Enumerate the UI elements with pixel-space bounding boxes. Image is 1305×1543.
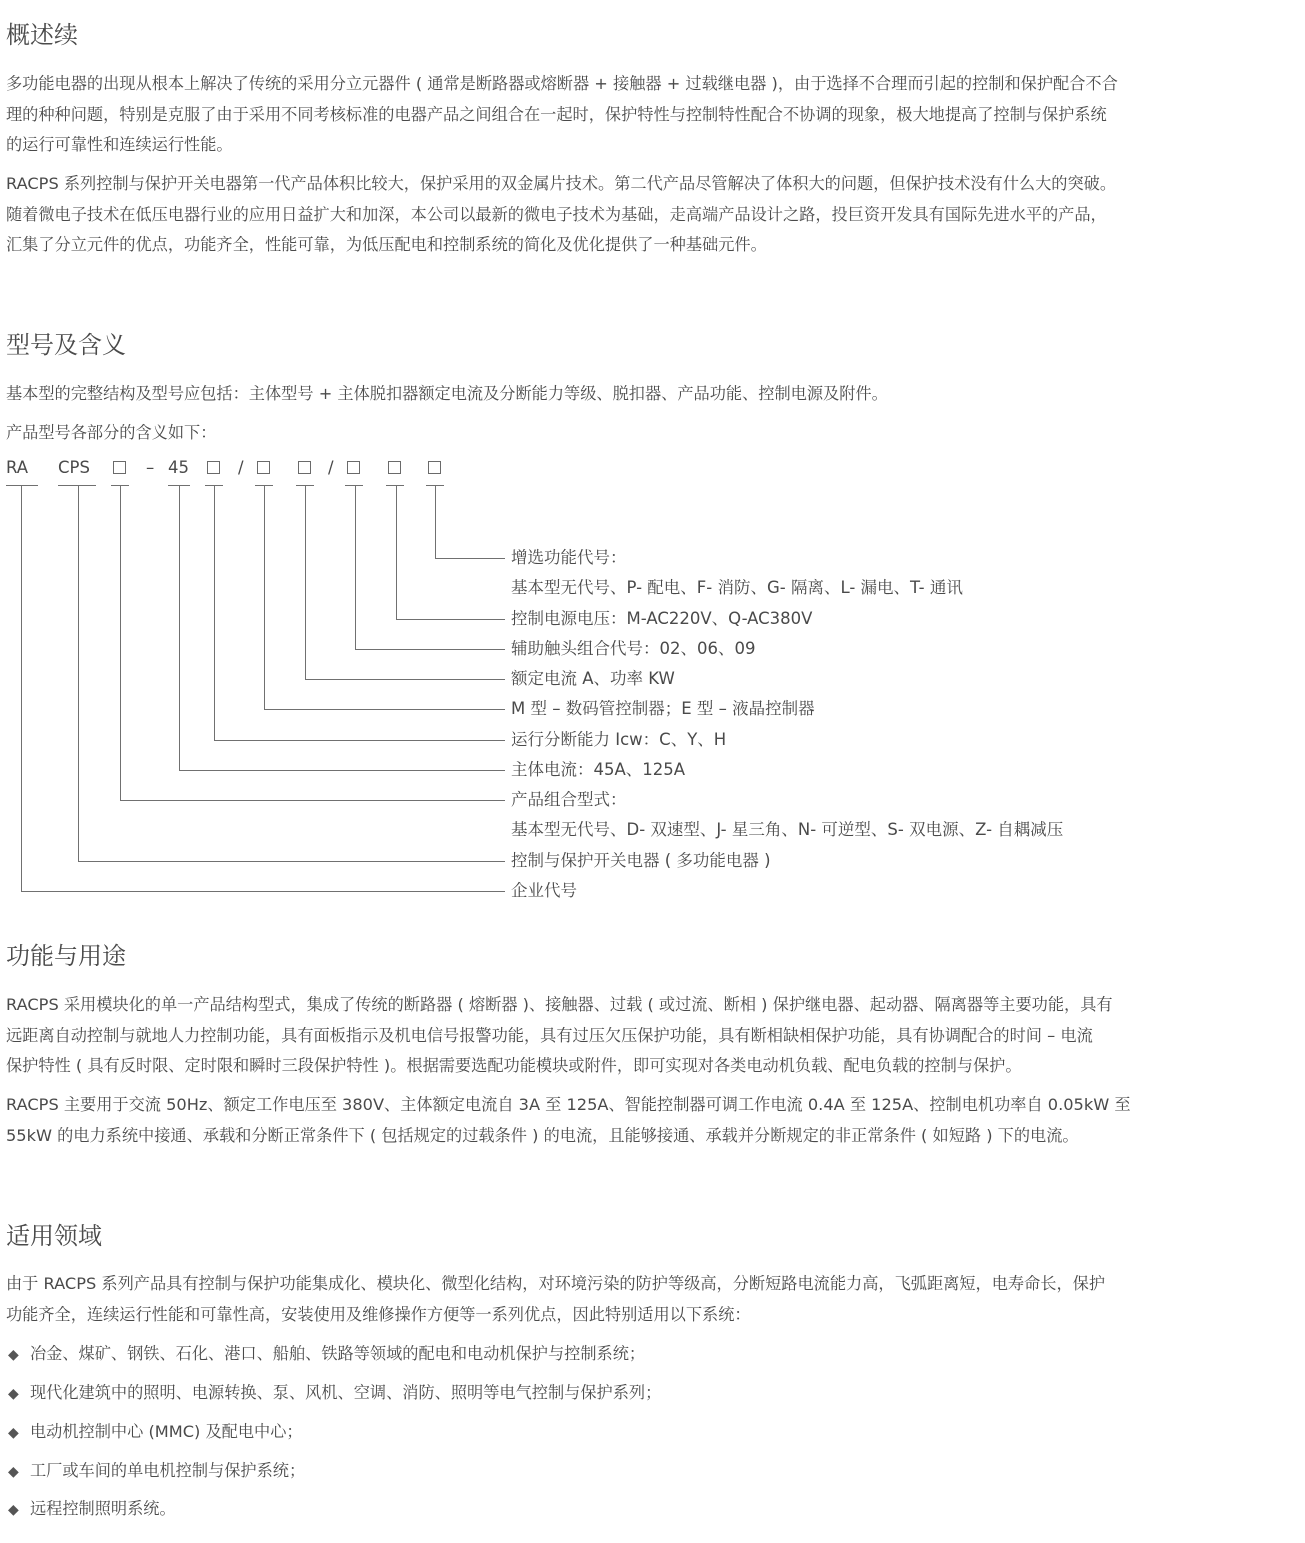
code-box bbox=[113, 461, 126, 474]
connector-line bbox=[264, 486, 265, 709]
list-item bbox=[8, 1498, 176, 1521]
text-line: 多功能电器的出现从根本上解决了传统的采用分立元器件 ( 通常是断路器或熔断器 + 接触器 + 过载继电器 )，由于选择不合理而引起的控制和保护配合不合 bbox=[6, 74, 1118, 93]
text-line: 由于 RACPS 系列产品具有控制与保护功能集成化、模块化、微型化结构，对环境污染的防护等级高，分断短路电流能力高，飞弧距离短，电寿命长，保护 bbox=[6, 1274, 1106, 1293]
code-underline bbox=[386, 485, 404, 486]
list-item bbox=[8, 1343, 645, 1366]
connector-line bbox=[21, 486, 22, 891]
text-line: 保护特性 ( 具有反时限、定时限和瞬时三段保护特性 )。根据需要选配功能模块或附件，即可实现对各类电动机负载、配电负载的控制与保护。 bbox=[6, 1056, 1022, 1075]
code-label: 企业代号 bbox=[511, 881, 577, 900]
diamond-bullet-icon: ◆ bbox=[8, 1464, 19, 1480]
code-ra: RA bbox=[6, 458, 29, 477]
list-item bbox=[8, 1421, 303, 1444]
code-label: 额定电流 A、功率 KW bbox=[511, 669, 675, 688]
connector-line bbox=[264, 709, 505, 710]
diamond-bullet-icon: ◆ bbox=[8, 1386, 19, 1402]
list-item-text: 冶金、煤矿、钢铁、石化、港口、船舶、铁路等领域的配电和电动机保护与控制系统； bbox=[30, 1344, 646, 1363]
model-intro-1: 基本型的完整结构及型号应包括：主体型号 + 主体脱扣器额定电流及分断能力等级、脱扣器、产品功能、控制电源及附件。 bbox=[6, 384, 888, 403]
section-title-overview: 概述续 bbox=[6, 21, 78, 49]
text-line: RACPS 采用模块化的单一产品结构型式，集成了传统的断路器 ( 熔断器 )、接触器、过载 ( 或过流、断相 ) 保护继电器、起动器、隔离器等主要功能，具有 bbox=[6, 995, 1113, 1014]
code-cps: CPS bbox=[58, 458, 90, 477]
code-dash: – bbox=[146, 458, 155, 477]
code-slash: / bbox=[328, 458, 334, 477]
text-line: 远距离自动控制与就地人力控制功能，具有面板指示及机电信号报警功能，具有过压欠压保护功能，具有断相缺相保护功能，具有协调配合的时间 – 电流 bbox=[6, 1025, 1093, 1045]
connector-line bbox=[214, 740, 505, 741]
connector-line bbox=[396, 619, 505, 620]
code-slash: / bbox=[238, 458, 244, 477]
connector-line bbox=[305, 679, 505, 680]
code-box bbox=[207, 461, 220, 474]
function-paragraph-2 bbox=[6, 1090, 1131, 1151]
connector-line bbox=[21, 891, 505, 892]
diamond-bullet-icon: ◆ bbox=[8, 1425, 19, 1441]
connector-line bbox=[78, 486, 79, 861]
list-item-text: 电动机控制中心 (MMC) 及配电中心； bbox=[30, 1422, 303, 1441]
text-line: 理的种种问题，特别是克服了由于采用不同考核标准的电器产品之间组合在一起时，保护特性与控制特性配合不协调的现象，极大地提高了控制与保护系统 bbox=[6, 104, 1107, 124]
text-line: 随着微电子技术在低压电器行业的应用日益扩大和加深，本公司以最新的微电子技术为基础，走高端产品设计之路，投巨资开发具有国际先进水平的产品， bbox=[6, 204, 1107, 224]
code-label: 辅助触头组合代号：02、06、09 bbox=[511, 639, 756, 658]
code-box bbox=[257, 461, 270, 474]
diamond-bullet-icon: ◆ bbox=[8, 1502, 19, 1518]
code-label: 主体电流：45A、125A bbox=[511, 760, 686, 779]
list-item bbox=[8, 1460, 305, 1483]
code-label: 运行分断能力 Icw：C、Y、H bbox=[511, 730, 727, 749]
connector-line bbox=[355, 649, 505, 650]
text-line: RACPS 主要用于交流 50Hz、额定工作电压至 380V、主体额定电流自 3A 至 125A、智能控制器可调工作电流 0.4A 至 125A、控制电机功率自 0.05kW 至 bbox=[6, 1095, 1131, 1114]
code-label: M 型 – 数码管控制器；E 型 – 液晶控制器 bbox=[511, 699, 815, 718]
section-title-model: 型号及含义 bbox=[6, 331, 126, 359]
list-item-text: 远程控制照明系统。 bbox=[30, 1499, 176, 1518]
connector-line bbox=[435, 558, 505, 559]
connector-line bbox=[179, 770, 505, 771]
code-label: 控制与保护开关电器 ( 多功能电器 ) bbox=[511, 851, 771, 870]
connector-line bbox=[214, 486, 215, 740]
overview-paragraph-1 bbox=[6, 69, 1118, 161]
code-label: 基本型无代号、D- 双速型、J- 星三角、N- 可逆型、S- 双电源、Z- 自耦减压 bbox=[511, 820, 1064, 839]
code-label: 基本型无代号、P- 配电、F- 消防、G- 隔离、L- 漏电、T- 通讯 bbox=[511, 578, 963, 597]
connector-line bbox=[435, 486, 436, 558]
connector-line bbox=[355, 486, 356, 649]
connector-line bbox=[78, 861, 505, 862]
application-paragraph bbox=[6, 1269, 1105, 1330]
text-line: RACPS 系列控制与保护开关电器第一代产品体积比较大，保护采用的双金属片技术。第二代产品尽管解决了体积大的问题，但保护技术没有什么大的突破。 bbox=[6, 174, 1117, 193]
diamond-bullet-icon: ◆ bbox=[8, 1347, 19, 1363]
function-paragraph-1 bbox=[6, 990, 1113, 1082]
text-line: 的运行可靠性和连续运行性能。 bbox=[6, 135, 233, 154]
model-intro-2: 产品型号各部分的含义如下： bbox=[6, 423, 217, 442]
list-item-text: 现代化建筑中的照明、电源转换、泵、风机、空调、消防、照明等电气控制与保护系列； bbox=[30, 1383, 662, 1402]
text-line: 55kW 的电力系统中接通、承载和分断正常条件下 ( 包括规定的过载条件 ) 的电流，且能够接通、承载并分断规定的非正常条件 ( 如短路 ) 下的电流。 bbox=[6, 1125, 1079, 1145]
code-box bbox=[388, 461, 401, 474]
connector-line bbox=[179, 486, 180, 770]
overview-paragraph-2 bbox=[6, 169, 1116, 261]
code-underline bbox=[58, 485, 96, 486]
code-box bbox=[428, 461, 441, 474]
code-box bbox=[298, 461, 311, 474]
text-line: 汇集了分立元件的优点，功能齐全，性能可靠，为低压配电和控制系统的简化及优化提供了一种基础元件。 bbox=[6, 235, 767, 254]
code-number: 45 bbox=[168, 458, 189, 477]
code-box bbox=[347, 461, 360, 474]
connector-line bbox=[120, 800, 505, 801]
code-label: 增选功能代号： bbox=[511, 548, 627, 567]
list-item-text: 工厂或车间的单电机控制与保护系统； bbox=[30, 1461, 306, 1480]
section-title-function: 功能与用途 bbox=[6, 942, 126, 970]
connector-line bbox=[305, 486, 306, 679]
section-title-application: 适用领域 bbox=[6, 1222, 102, 1250]
connector-line bbox=[120, 486, 121, 800]
connector-line bbox=[396, 486, 397, 619]
text-line: 功能齐全，连续运行性能和可靠性高，安装使用及维修操作方便等一系列优点，因此特别适用以下系统： bbox=[6, 1304, 751, 1324]
code-label: 产品组合型式： bbox=[511, 790, 627, 809]
code-label: 控制电源电压：M-AC220V、Q-AC380V bbox=[511, 609, 813, 628]
code-underline bbox=[345, 485, 363, 486]
list-item bbox=[8, 1382, 661, 1405]
